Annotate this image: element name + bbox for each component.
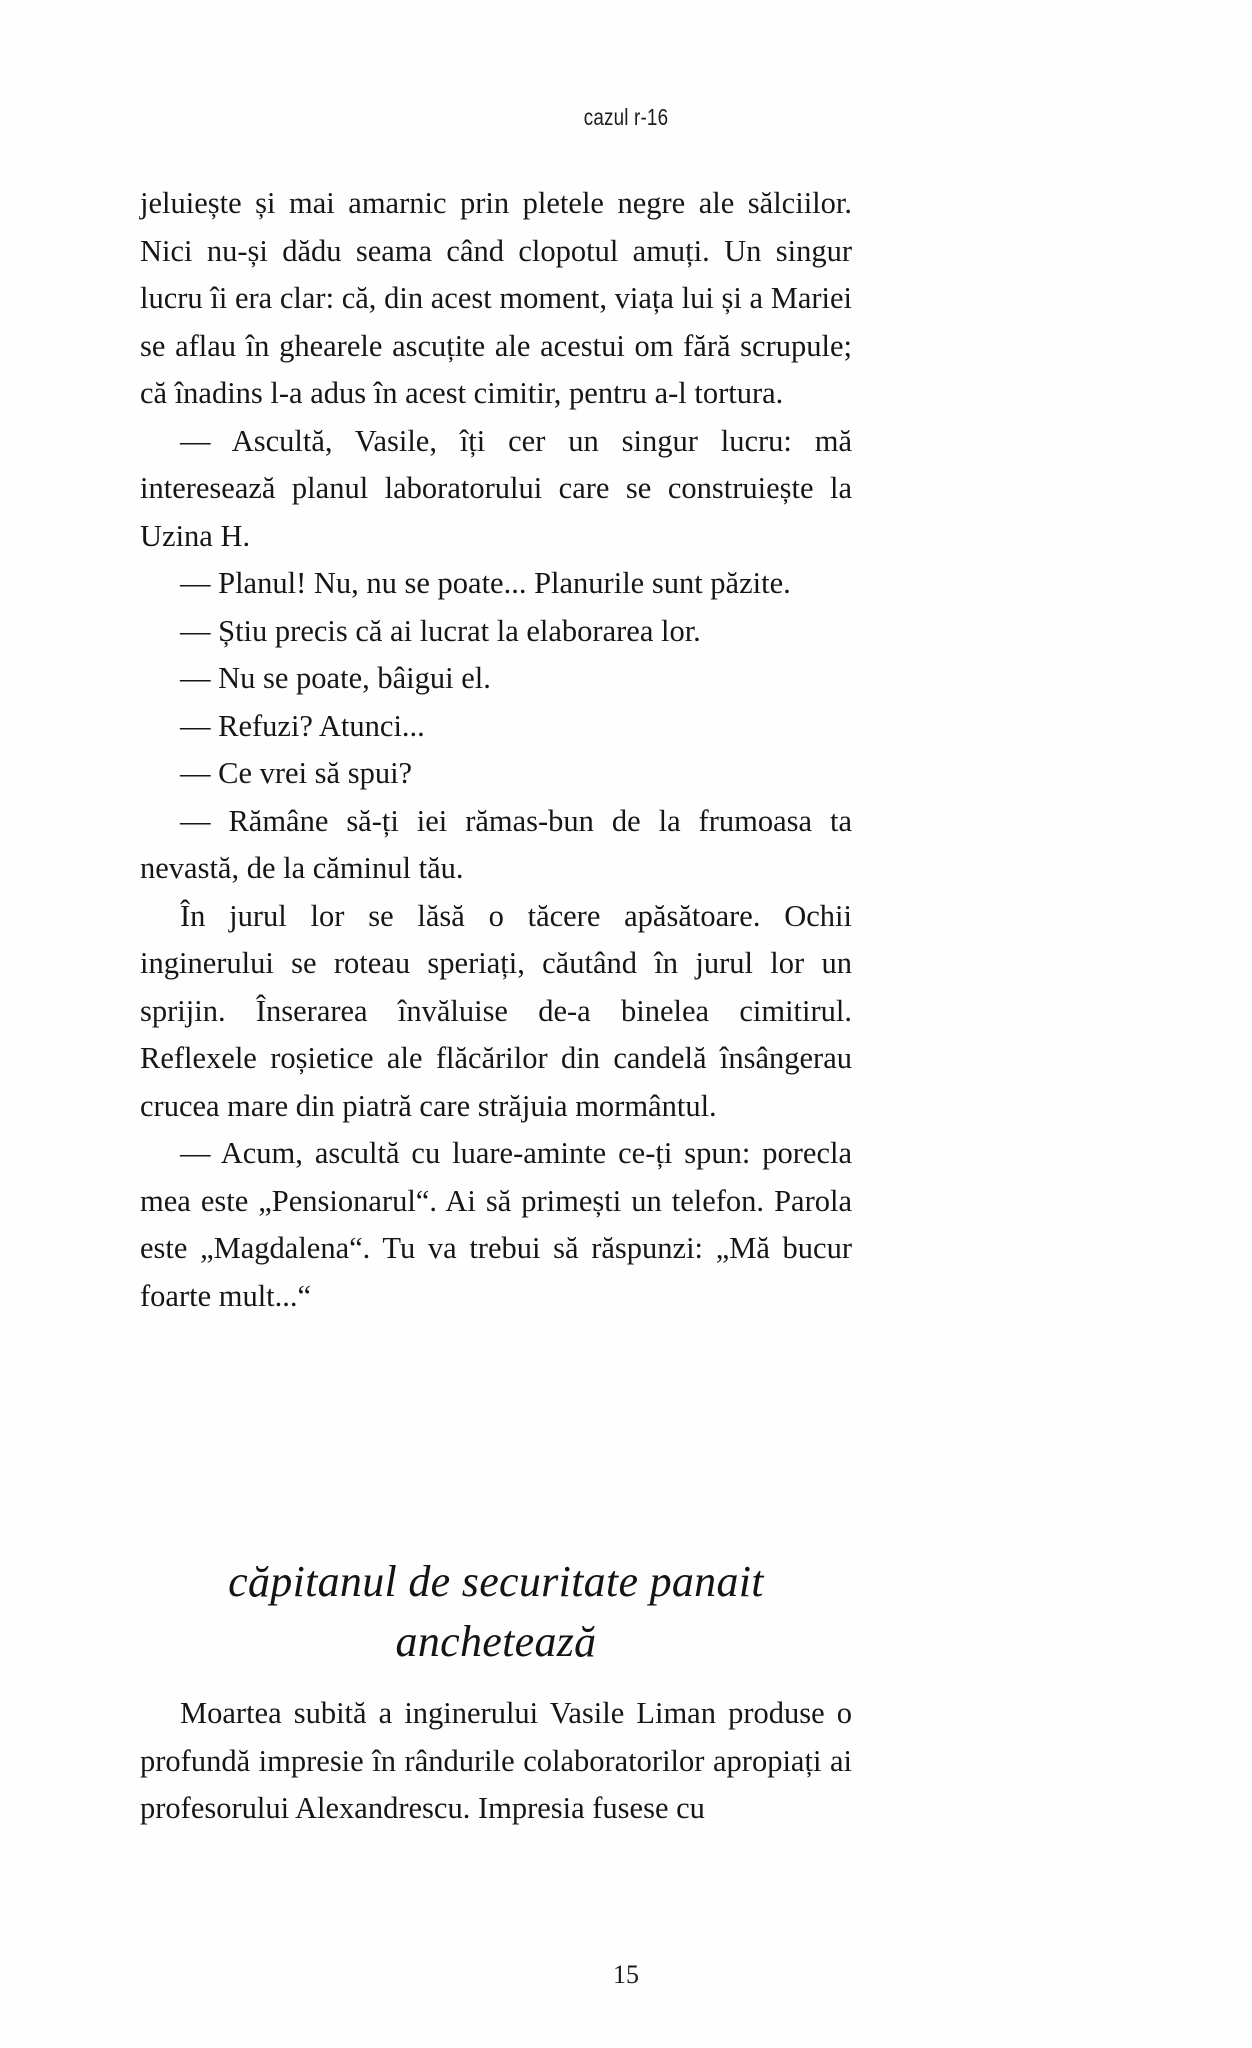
paragraph-final-speech: — Acum, ascultă cu luare-aminte ce-ți spun: porecla mea este „Pensionarul“. Ai să primești un telefon. Parola este „Magdalena“. Tu va trebui să răspunzi: „Mă bucur foarte mult...“ (140, 1136, 852, 1313)
chapter-opening-paragraph: Moartea subită a inginerului Vasile Liman produse o profundă impresie în rândurile colaboratorilor apropiați ai profesorului Alexandrescu. Impresia fusese cu (140, 1696, 852, 1825)
chapter-heading (140, 1552, 852, 1672)
chapter-heading-line-2: anchetează (395, 1617, 597, 1666)
dialogue-line-6: — Ce vrei să spui? (180, 756, 413, 790)
paragraph-continued: jeluiește și mai amarnic prin pletele negre ale sălciilor. Nici nu-și dădu seama când clopotul amuți. Un singur lucru îi era clar: că, din acest moment, viața lui și a Mariei se aflau în ghearele ascuțite ale acestui om fără scrupule; că înadins l-a adus în acest cimitir, pentru a-l tortura. (140, 186, 852, 410)
dialogue-line-7: — Rămâne să-ți iei rămas-bun de la frumoasa ta nevastă, de la căminul tău. (140, 803, 852, 885)
chapter-heading-line-1: căpitanul de securitate panait (228, 1557, 764, 1606)
chapter-body (140, 1690, 852, 1833)
dialogue-line-5: — Refuzi? Atunci... (180, 708, 425, 743)
page-number: 15 (613, 1960, 639, 1989)
dialogue-line-3: — Știu precis că ai lucrat la elaborarea lor. (180, 613, 701, 648)
running-head: cazul r-16 (583, 104, 669, 130)
main-text-column (140, 180, 852, 1320)
dialogue-line-2: — Planul! Nu, nu se poate... Planurile sunt păzite. (180, 566, 791, 600)
dialogue-line-4: — Nu se poate, bâigui el. (180, 661, 491, 695)
paragraph-narration: În jurul lor se lăsă o tăcere apăsătoare. Ochii inginerului se roteau speriați, căutând în jurul lor un sprijin. Înserarea învăluise de-a binelea cimitirul. Reflexele roșietice ale flăcărilor din candelă însângerau crucea mare din piatră care străjuia mormântul. (140, 898, 852, 1123)
dialogue-line-1: — Ascultă, Vasile, îți cer un singur lucru: mă interesează planul laboratorului care se construiește la Uzina H. (140, 423, 852, 553)
